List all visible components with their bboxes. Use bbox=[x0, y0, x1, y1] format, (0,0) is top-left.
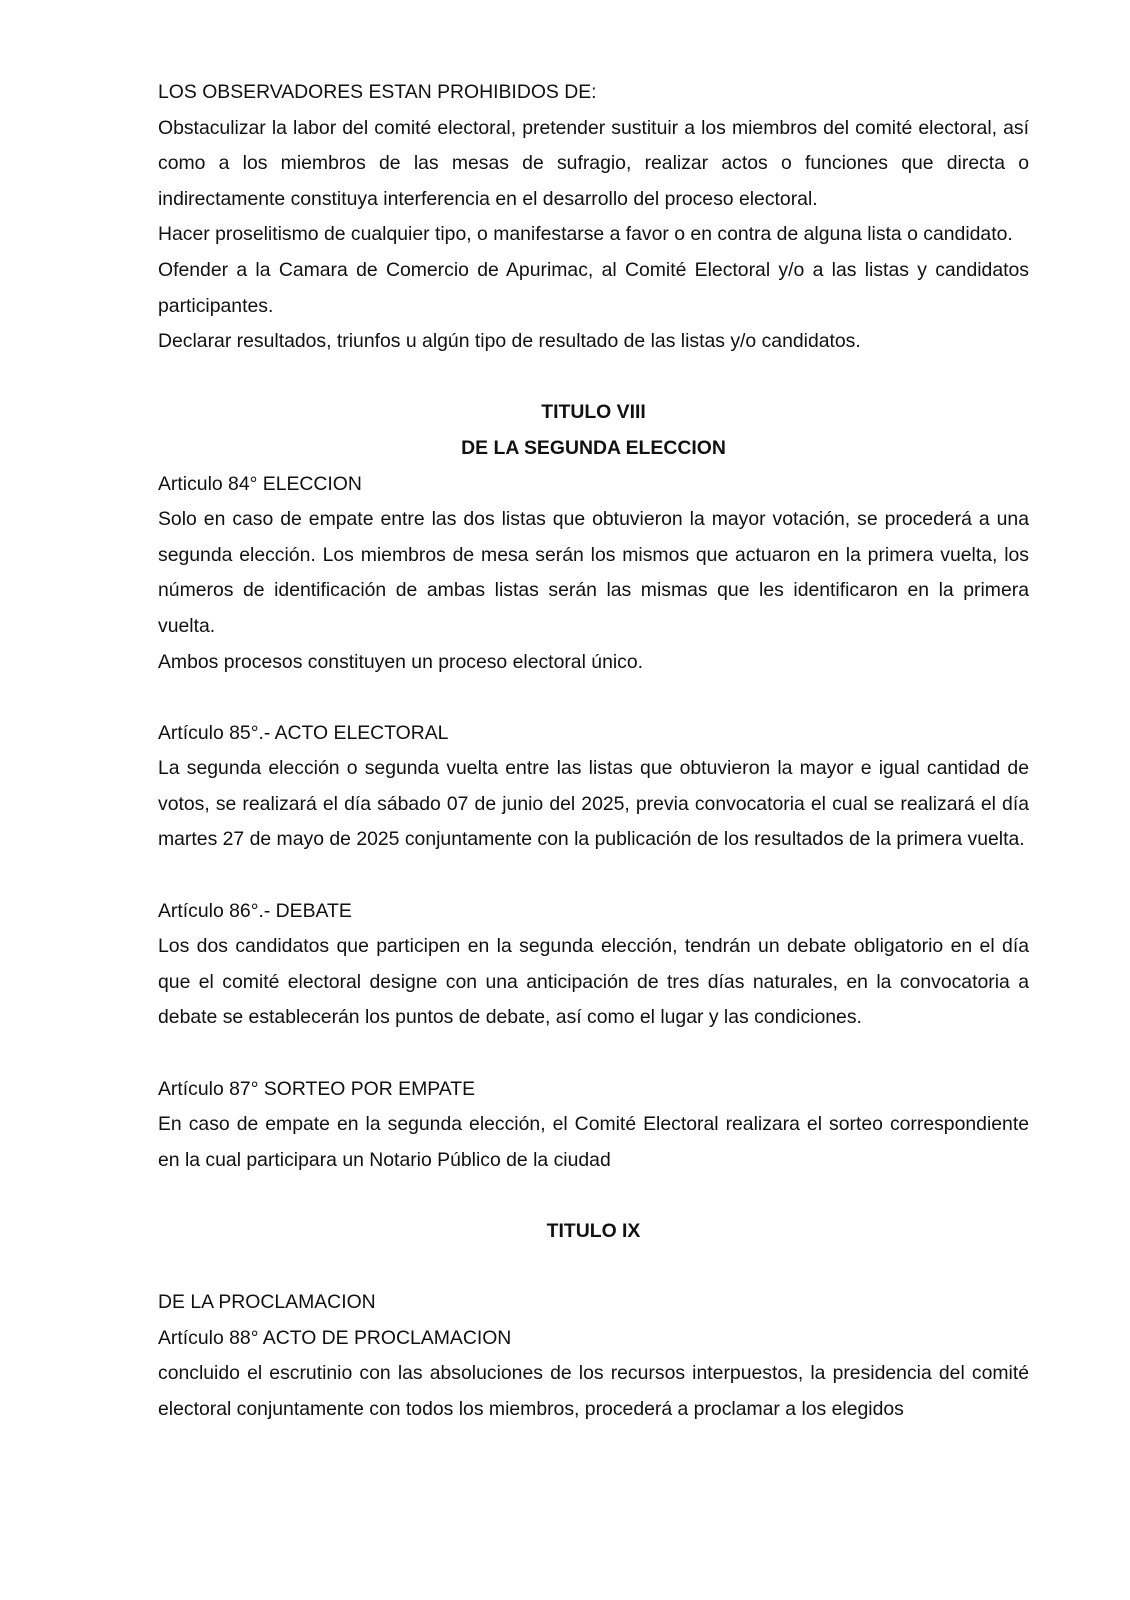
observers-paragraph-3: Ofender a la Camara de Comercio de Apurimac, al Comité Electoral y/o a las listas y candidatos participantes. bbox=[158, 258, 1029, 317]
title-viii: TITULO VIII bbox=[541, 401, 646, 424]
proclamation-heading: DE LA PROCLAMACION bbox=[158, 1291, 376, 1314]
observers-paragraph-4: Declarar resultados, triunfos u algún tipo de resultado de las listas y/o candidatos. bbox=[158, 330, 861, 353]
spacer bbox=[158, 858, 1029, 894]
spacer bbox=[158, 1178, 1029, 1214]
article-84-paragraph-2: Ambos procesos constituyen un proceso electoral único. bbox=[158, 650, 644, 673]
article-88-paragraph-1: concluido el escrutinio con las absoluciones de los recursos interpuestos, la presidencia del comité electoral conjuntamente con todos los miembros, procederá a proclamar a los elegidos bbox=[158, 1362, 1029, 1420]
spacer bbox=[158, 1036, 1029, 1072]
article-88-heading: Artículo 88° ACTO DE PROCLAMACION bbox=[158, 1326, 512, 1349]
observers-heading: LOS OBSERVADORES ESTAN PROHIBIDOS DE: bbox=[158, 81, 597, 103]
title-viii-subtitle: DE LA SEGUNDA ELECCION bbox=[461, 436, 726, 459]
observers-paragraph-2: Hacer proselitismo de cualquier tipo, o manifestarse a favor o en contra de alguna lista o candidato. bbox=[158, 223, 1013, 246]
article-87-paragraph-1: En caso de empate en la segunda elección, el Comité Electoral realizara el sorteo correspondiente en la cual participara un Notario Público de la ciudad bbox=[158, 1113, 1029, 1171]
article-85-paragraph-1: La segunda elección o segunda vuelta entre las listas que obtuvieron la mayor e igual cantidad de votos, se realizará el día sábado 07 de junio del 2025, previa convocatoria el cual se realizará el día martes 27 de mayo de 2025 conjuntamente con la publicación de los resultados de la primera vuelta. bbox=[158, 757, 1029, 851]
article-84-heading: Articulo 84° ELECCION bbox=[158, 472, 362, 495]
spacer bbox=[158, 1250, 1029, 1286]
article-86-paragraph-1: Los dos candidatos que participen en la segunda elección, tendrán un debate obligatorio en el día que el comité electoral designe con una anticipación de tres días naturales, en la convocatoria a debate se establecerán los puntos de debate, así como el lugar y las condiciones. bbox=[158, 935, 1029, 1029]
article-85-heading: Artículo 85°.- ACTO ELECTORAL bbox=[158, 721, 449, 744]
observers-paragraph-1: Obstaculizar la labor del comité electoral, pretender sustituir a los miembros del comité electoral, así como a los miembros de las mesas de sufragio, realizar actos o funciones que directa o indirectamente constituya interferencia en el desarrollo del proceso electoral. bbox=[158, 116, 1029, 210]
title-ix: TITULO IX bbox=[546, 1220, 641, 1242]
article-87-heading: Artículo 87° SORTEO POR EMPATE bbox=[158, 1077, 476, 1100]
spacer bbox=[158, 360, 1029, 396]
article-86-heading: Artículo 86°.- DEBATE bbox=[158, 899, 352, 922]
article-84-paragraph-1: Solo en caso de empate entre las dos listas que obtuvieron la mayor votación, se procederá a una segunda elección. Los miembros de mesa serán los mismos que actuaron en la primera vuelta, los números de identificación de ambas listas serán las mismas que les identificaron en la primera vuelta. bbox=[158, 508, 1029, 637]
spacer bbox=[158, 680, 1029, 716]
